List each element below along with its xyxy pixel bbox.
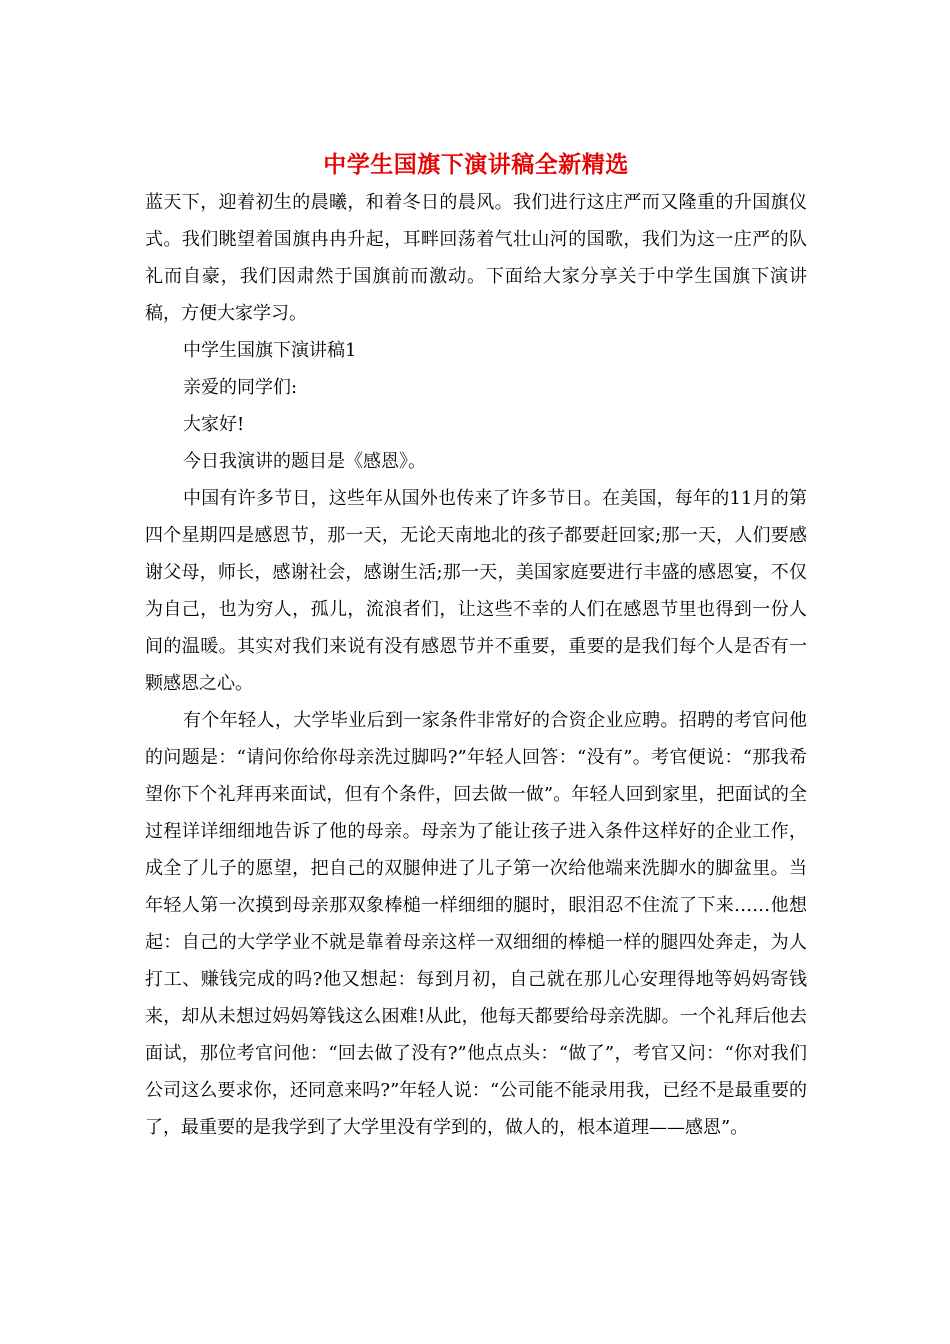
document-page — [145, 150, 807, 1146]
body-paragraph: 有个年轻人，大学毕业后到一家条件非常好的合资企业应聘。招聘的考官问他的问题是：“请问你给你母亲洗过脚吗?”年轻人回答：“没有”。考官便说：“那我希望你下个礼拜再来面试，但有个条件，回去做一做”。年轻人回到家里，把面试的全过程详详细细地告诉了他的母亲。母亲为了能让孩子进入条件这样好的企业工作，成全了儿子的愿望，把自己的双腿伸进了儿子第一次给他端来洗脚水的脚盆里。当年轻人第一次摸到母亲那双象棒槌一样细细的腿时，眼泪忍不住流了下来……他想起：自己的大学学业不就是靠着母亲这样一双细细的棒槌一样的腿四处奔走，为人打工、赚钱完成的吗?他又想起：每到月初，自己就在那儿心安理得地等妈妈寄钱来，却从未想过妈妈筹钱这么困难!从此，他每天都要给母亲洗脚。一个礼拜后他去面试，那位考官问他：“回去做了没有?”他点点头：“做了”，考官又问：“你对我们公司这么要求你，还同意来吗?”年轻人说：“公司能不能录用我，已经不是最重要的了，最重要的是我学到了大学里没有学到的，做人的，根本道理——感恩”。 — [145, 710, 807, 1138]
intro-paragraph: 蓝天下，迎着初生的晨曦，和着冬日的晨风。我们进行这庄严而又隆重的升国旗仪式。我们眺望着国旗冉冉升起，耳畔回荡着气壮山河的国歌，我们为这一庄严的队礼而自豪，我们因肃然于国旗前而激动。下面给大家分享关于中学生国旗下演讲稿，方便大家学习。 — [145, 192, 807, 324]
topic-line: 今日我演讲的题目是《感恩》。 — [183, 451, 426, 472]
greeting: 大家好! — [183, 414, 245, 435]
salutation: 亲爱的同学们: — [183, 377, 298, 398]
document-title: 中学生国旗下演讲稿全新精选 — [323, 152, 629, 178]
body-paragraph: 中国有许多节日，这些年从国外也传来了许多节日。在美国，每年的11月的第四个星期四是感恩节，那一天，无论天南地北的孩子都要赶回家;那一天，人们要感谢父母，师长，感谢社会，感谢生活;那一天，美国家庭要进行丰盛的感恩宴，不仅为自己，也为穷人，孤儿，流浪者们，让这些不幸的人们在感恩节里也得到一份人间的温暖。其实对我们来说有没有感恩节并不重要，重要的是我们每个人是否有一颗感恩之心。 — [145, 488, 807, 694]
speech-heading: 中学生国旗下演讲稿1 — [183, 340, 357, 361]
